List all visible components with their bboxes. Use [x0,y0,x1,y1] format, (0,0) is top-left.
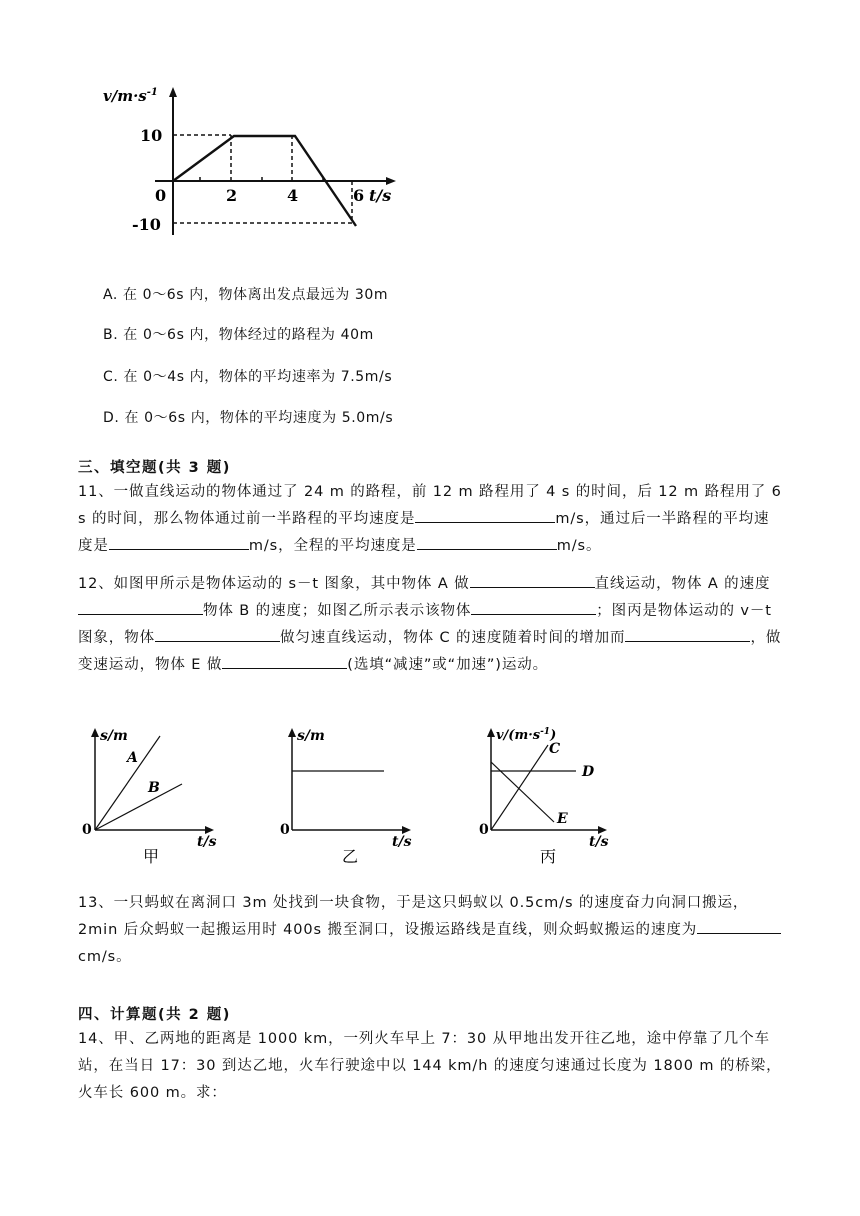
answer-blank[interactable] [415,508,555,523]
svg-text:0: 0 [82,822,92,838]
svg-text:t/s: t/s [589,834,609,850]
svg-text:C: C [549,741,561,757]
tick-neg10-label: -10 [132,215,161,234]
svg-text:E: E [557,811,568,827]
option-c: C. 在 0～4s 内，物体的平均速率为 7.5m/s [103,369,393,385]
svg-text:B: B [148,780,160,796]
option-d: D. 在 0～6s 内，物体的平均速度为 5.0m/s [103,410,394,426]
answer-blank[interactable] [222,654,347,669]
section-3-title: 三、填空题(共 3 题) [78,460,231,476]
graph-bing [470,722,630,872]
section-4-title: 四、计算题(共 2 题) [78,1007,231,1023]
svg-text:t/s: t/s [197,834,217,850]
svg-text:D: D [582,764,595,780]
tick-0-label: 0 [155,186,167,205]
svg-text:t/s: t/s [392,834,412,850]
y-axis-label: $v/m\cdot s^{-1}$ [103,87,158,105]
answer-blank[interactable] [417,535,557,550]
option-a: A. 在 0～6s 内，物体离出发点最远为 30m [103,287,389,303]
graph-yi [270,722,430,872]
question-11: 11、一做直线运动的物体通过了 24 m 的路程，前 12 m 路程用了 4 s 的时间，后 12 m 路程用了 6 s 的时间，那么物体通过前一半路程的平均速度是 m/s，通过后一半路程的平均速度是 m/s，全程的平均速度是 m/s。 [78,484,782,554]
svg-text:丙: 丙 [540,847,557,866]
tick-2-label: 2 [226,186,238,205]
svg-text:0: 0 [479,822,489,838]
answer-blank[interactable] [470,573,595,588]
svg-text:v/(m·s-1): $v/(m\cdot s^{-1})$ [496,727,557,743]
answer-blank[interactable] [625,627,750,642]
answer-blank[interactable] [155,627,280,642]
svg-text:乙: 乙 [342,847,359,866]
tick-10-label: 10 [140,126,163,145]
y-axis-arrow [169,87,177,97]
svg-text:0: 0 [280,822,290,838]
tick-6-label: 6 [353,186,365,205]
question-14: 14、甲、乙两地的距离是 1000 km，一列火车早上 7：30 从甲地出发开往乙地，途中停靠了几个车站，在当日 17：30 到达乙地，火车行驶途中以 144 km/h 的速度匀速通过长度为 1800 m 的桥梁，火车长 600 m。求： [78,1031,782,1101]
x-axis-label: t/s [369,186,392,205]
graph-jia [70,722,230,872]
svg-text:A: A [127,750,138,766]
vt-graph [95,85,425,245]
svg-text:s/m: s/m [297,728,325,744]
x-axis-arrow [386,177,396,185]
answer-blank[interactable] [109,535,249,550]
question-12: 12、如图甲所示是物体运动的 s－t 图象，其中物体 A 做 直线运动，物体 A 的速度物体 B 的速度；如图乙所示表示该物体 ；图丙是物体运动的 v－t 图象，物体 做匀速直线运动，物体 C 的速度随着时间的增加而 ，做变速运动，物体 E 做 (选填“减速”或“加速”)运动。 [78,571,784,679]
option-b: B. 在 0～6s 内，物体经过的路程为 40m [103,327,374,343]
line-b [95,784,182,830]
answer-blank[interactable] [471,600,596,615]
answer-blank[interactable] [78,600,203,615]
answer-blank[interactable] [697,919,781,934]
line-c [491,745,548,830]
svg-text:甲: 甲 [143,847,160,866]
question-13: 13、一只蚂蚁在离洞口 3m 处找到一块食物，于是这只蚂蚁以 0.5cm/s 的速度奋力向洞口搬运，2min 后众蚂蚁一起搬运用时 400s 搬至洞口，设搬运路线是直线，则众蚂蚁搬运的速度为cm/s。 [78,890,784,971]
tick-4-label: 4 [287,186,299,205]
svg-text:s/m: s/m [100,728,128,744]
